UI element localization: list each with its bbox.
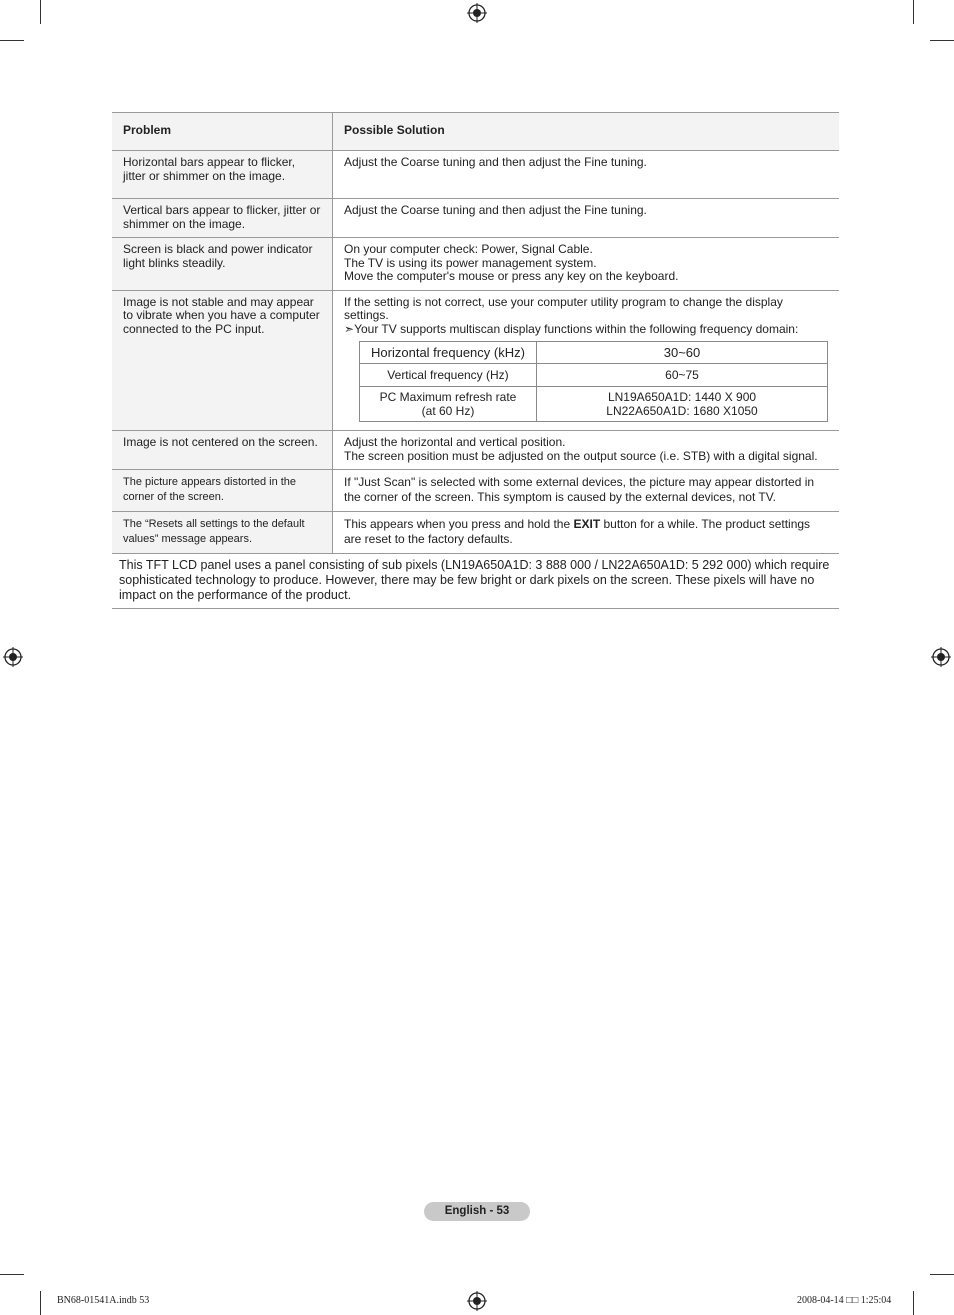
arrow-icon: ➣ xyxy=(344,321,355,336)
registration-mark-icon xyxy=(3,647,23,667)
frequency-table xyxy=(359,341,828,422)
table-row xyxy=(112,238,839,291)
table-row xyxy=(112,199,839,238)
frequency-label-line: (at 60 Hz) xyxy=(421,404,475,418)
crop-mark xyxy=(913,0,914,24)
table-row xyxy=(112,512,839,554)
crop-mark xyxy=(913,1291,914,1315)
crop-mark xyxy=(0,40,24,41)
solution-line: Move the computer's mouse or press any key on the keyboard. xyxy=(344,269,679,283)
problem-cell: The “Resets all settings to the default values” message appears. xyxy=(112,512,333,554)
solution-line-text: Your TV supports multiscan display functions within the following frequency domain: xyxy=(354,321,799,336)
registration-mark-icon xyxy=(467,3,487,23)
table-header-row xyxy=(112,113,839,151)
solution-text: This appears when you press and hold the xyxy=(344,517,574,531)
solution-line: Adjust the horizontal and vertical position. xyxy=(344,435,566,449)
crop-mark xyxy=(0,1274,24,1275)
page-number-badge: English - 53 xyxy=(424,1202,530,1221)
solution-cell xyxy=(333,238,840,291)
problem-cell: Horizontal bars appear to flicker, jitter or shimmer on the image. xyxy=(112,151,333,199)
registration-mark-icon xyxy=(931,647,951,667)
frequency-value: 60~75 xyxy=(537,364,828,387)
table-row xyxy=(112,470,839,512)
solution-line: Adjust the Coarse tuning and then adjust the Fine tuning. xyxy=(344,203,647,217)
crop-mark xyxy=(930,40,954,41)
problem-cell: Vertical bars appear to flicker, jitter or shimmer on the image. xyxy=(112,199,333,238)
crop-mark xyxy=(40,0,41,24)
solution-cell xyxy=(333,290,840,431)
table-note-row xyxy=(112,554,839,609)
exit-key-label: EXIT xyxy=(573,517,601,531)
solution-line: The screen position must be adjusted on the output source (i.e. STB) with a digital signal. xyxy=(344,448,818,463)
frequency-label-line: PC Maximum refresh rate xyxy=(379,390,517,404)
registration-mark-icon xyxy=(467,1291,487,1311)
frequency-row xyxy=(360,364,828,387)
problem-cell: Image is not stable and may appear to vibrate when you have a computer connected to the PC input. xyxy=(112,290,333,431)
problem-cell: Image is not centered on the screen. xyxy=(112,431,333,470)
solution-text: button for a while. The product settings are reset to the factory defaults. xyxy=(344,517,811,546)
solution-cell xyxy=(333,151,840,199)
solution-line xyxy=(344,323,828,337)
troubleshooting-table xyxy=(112,112,839,609)
problem-column-header: Problem xyxy=(112,113,333,151)
footer-file-info: BN68-01541A.indb 53 xyxy=(57,1295,150,1306)
frequency-row xyxy=(360,387,828,422)
lcd-panel-note: This TFT LCD panel uses a panel consisting of sub pixels (LN19A650A1D: 3 888 000 / LN22A650A1D: 5 292 000) which require sophisticated technology to produce. However, there may be few bright or dark pixels on the screen. These pixels will have no impact on the performance of the product. xyxy=(112,554,839,609)
solution-line: Adjust the Coarse tuning and then adjust the Fine tuning. xyxy=(344,155,647,169)
frequency-label xyxy=(360,387,537,422)
solution-cell xyxy=(333,470,840,512)
frequency-value: 30~60 xyxy=(537,342,828,364)
solution-cell xyxy=(333,199,840,238)
crop-mark xyxy=(930,1274,954,1275)
problem-cell: The picture appears distorted in the corner of the screen. xyxy=(112,470,333,512)
solution-cell xyxy=(333,512,840,554)
crop-mark xyxy=(40,1291,41,1315)
table-row xyxy=(112,290,839,431)
solution-column-header: Possible Solution xyxy=(333,113,840,151)
frequency-value-line: LN22A650A1D: 1680 X1050 xyxy=(606,404,758,418)
footer-timestamp: 2008-04-14 □□ 1:25:04 xyxy=(797,1295,892,1306)
frequency-row xyxy=(360,342,828,364)
frequency-value xyxy=(537,387,828,422)
solution-line: The TV is using its power management system. xyxy=(344,255,597,270)
solution-line: If the setting is not correct, use your computer utility program to change the display settings. xyxy=(344,294,783,322)
table-row xyxy=(112,151,839,199)
table-row xyxy=(112,431,839,470)
frequency-label: Horizontal frequency (kHz) xyxy=(360,342,537,364)
frequency-label: Vertical frequency (Hz) xyxy=(360,364,537,387)
solution-cell xyxy=(333,431,840,470)
solution-line: On your computer check: Power, Signal Cable. xyxy=(344,242,593,256)
frequency-value-line: LN19A650A1D: 1440 X 900 xyxy=(607,390,757,404)
problem-cell: Screen is black and power indicator light blinks steadily. xyxy=(112,238,333,291)
solution-line: If "Just Scan" is selected with some external devices, the picture may appear distorted in the corner of the screen. This symptom is caused by the external devices, not TV. xyxy=(344,475,815,504)
